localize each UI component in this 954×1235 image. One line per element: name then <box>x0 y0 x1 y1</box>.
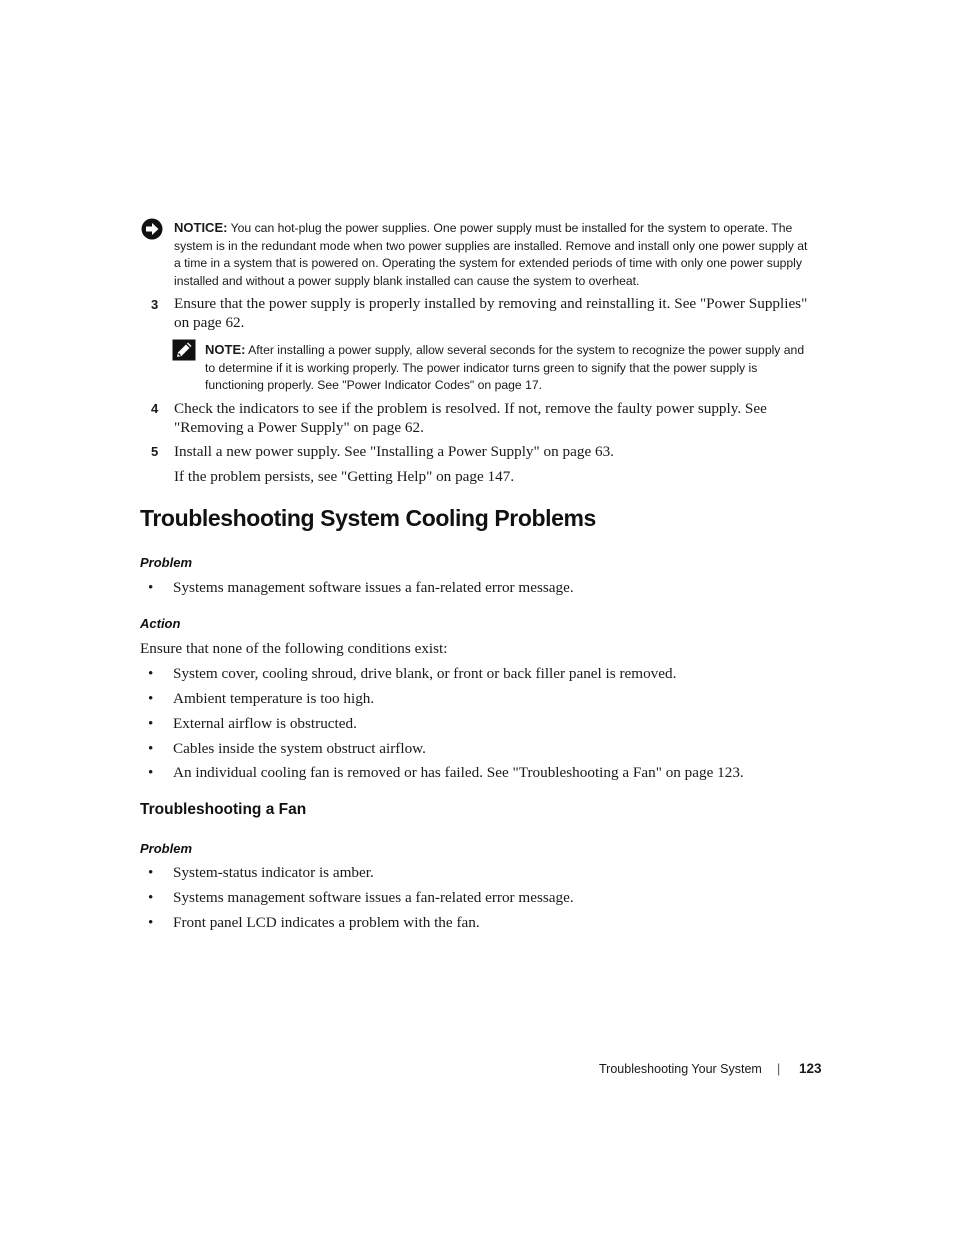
fan-problem-item-text: System-status indicator is amber. <box>173 864 374 881</box>
note-callout <box>205 341 815 395</box>
bullet-icon: • <box>148 665 154 682</box>
action-intro: Ensure that none of the following conditions exist: <box>140 640 448 657</box>
action-label: Action <box>140 616 181 631</box>
footer-chapter: Troubleshooting Your System <box>599 1062 762 1076</box>
bullet-icon: • <box>148 914 154 931</box>
action-item-text: System cover, cooling shroud, drive blank, or front or back filler panel is removed. <box>173 665 677 682</box>
pencil-icon <box>172 339 196 361</box>
step-number-3: 3 <box>151 297 159 312</box>
action-item-text: Cables inside the system obstruct airflow. <box>173 740 426 757</box>
fan-problem-item-text: Systems management software issues a fan-related error message. <box>173 889 574 906</box>
bullet-icon: • <box>148 864 154 881</box>
problem-item-text: Systems management software issues a fan-related error message. <box>173 579 574 596</box>
footer-separator: | <box>777 1062 781 1076</box>
bullet-icon: • <box>148 764 154 781</box>
bullet-icon: • <box>148 740 154 757</box>
problem-label: Problem <box>140 841 193 856</box>
bullet-icon: • <box>148 889 154 906</box>
action-item-text: An individual cooling fan is removed or has failed. See "Troubleshooting a Fan" on page 123. <box>173 764 744 781</box>
notice-label: NOTICE: <box>174 220 228 235</box>
note-text: After installing a power supply, allow several seconds for the system to recognize the power supply and to determine if it is working properly. The power indicator turns green to signify that the power supply is functioning properly. See "Power Indicator Codes" on page 17. <box>205 343 805 393</box>
step-3-text: Ensure that the power supply is properly installed by removing and reinstalling it. See "Power Supplies" on page 62. <box>174 295 808 331</box>
step-4-text: Check the indicators to see if the problem is resolved. If not, remove the faulty power supply. See "Removing a Power Supply" on page 62. <box>174 400 767 436</box>
action-item-text: Ambient temperature is too high. <box>173 690 375 707</box>
bullet-icon: • <box>148 690 154 707</box>
persist-text: If the problem persists, see "Getting Help" on page 147. <box>174 468 515 485</box>
step-number-5: 5 <box>151 444 159 459</box>
bullet-icon: • <box>148 579 154 596</box>
page-number: 123 <box>799 1061 822 1076</box>
step-5-text: Install a new power supply. See "Installing a Power Supply" on page 63. <box>174 443 614 460</box>
bullet-icon: • <box>148 715 154 732</box>
section-title: Troubleshooting System Cooling Problems <box>140 505 596 531</box>
step-number-4: 4 <box>151 401 159 416</box>
notice-callout <box>174 219 816 290</box>
action-item-text: External airflow is obstructed. <box>173 715 357 732</box>
fan-problem-item-text: Front panel LCD indicates a problem with the fan. <box>173 914 480 931</box>
notice-text: You can hot-plug the power supplies. One power supply must be installed for the system to operate. The system is in the redundant mode when two power supplies are installed. Remove and install only one power supply at a time in a system that is powered on. Operating the system for extended periods of time with only one power supply installed and without a power supply blank installed can cause the system to overheat. <box>174 221 808 288</box>
notice-icon <box>141 218 165 240</box>
subsection-title: Troubleshooting a Fan <box>140 801 307 818</box>
note-label: NOTE: <box>205 342 246 357</box>
problem-label: Problem <box>140 555 193 570</box>
